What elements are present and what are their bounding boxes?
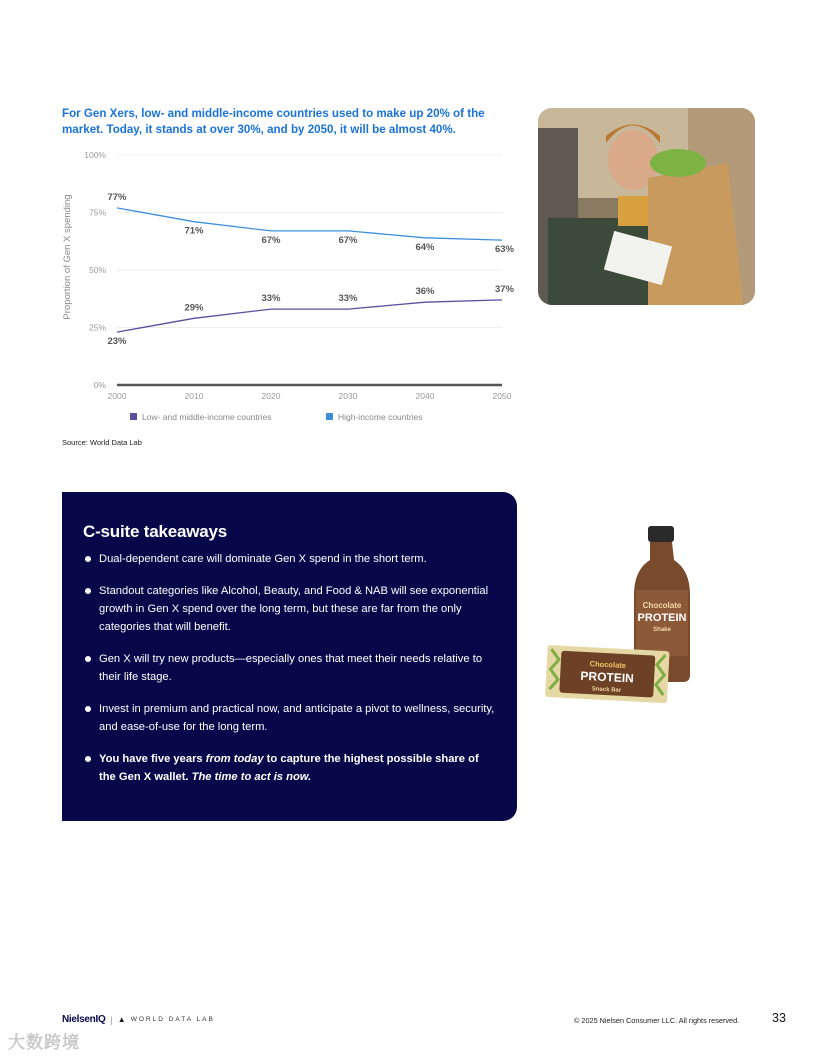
- x-tick-label: 2040: [415, 391, 435, 401]
- legend-swatch: [130, 413, 137, 420]
- data-label: 23%: [107, 336, 127, 348]
- takeaway-item: Invest in premium and practical now, and anticipate a pivot to wellness, security, and ease-of-use for the long term.: [83, 700, 498, 736]
- x-tick-label: 2010: [184, 391, 204, 401]
- chart-legend: [130, 412, 423, 422]
- chart-gridlines: [117, 155, 502, 385]
- x-tick-label: 2020: [261, 391, 281, 401]
- data-label: 67%: [261, 234, 281, 246]
- x-tick-label: 2000: [107, 391, 127, 401]
- x-tick-label: 2030: [338, 391, 358, 401]
- legend-label: High-income countries: [338, 412, 423, 422]
- y-tick-label: 25%: [88, 322, 106, 333]
- y-axis-ticks: [84, 150, 106, 390]
- svg-text:PROTEIN: PROTEIN: [580, 668, 635, 686]
- protein-products-image: [540, 520, 720, 720]
- svg-text:Chocolate: Chocolate: [642, 601, 682, 610]
- x-tick-label: 2050: [492, 391, 512, 401]
- y-tick-label: 50%: [88, 265, 106, 275]
- y-tick-label: 75%: [88, 207, 106, 218]
- y-tick-label: 100%: [84, 150, 106, 160]
- data-label: 77%: [107, 191, 127, 203]
- data-label: 63%: [494, 244, 514, 256]
- data-label: 64%: [415, 241, 435, 253]
- legend-swatch: [326, 413, 333, 420]
- logo-divider: |: [110, 1014, 113, 1025]
- shopper-photo: [538, 108, 755, 305]
- takeaways-list: [83, 550, 498, 800]
- y-tick-label: 0%: [93, 380, 106, 390]
- world-data-lab-logo: WORLD DATA LAB: [130, 1016, 215, 1023]
- data-label: 33%: [338, 293, 358, 305]
- line-chart: [56, 145, 526, 435]
- bottle-cap: [648, 526, 674, 542]
- data-label: 67%: [338, 234, 358, 246]
- svg-text:Snack Bar: Snack Bar: [591, 686, 622, 694]
- nielseniq-logo: NielsenIQ: [62, 1014, 106, 1025]
- takeaway-item: Standout categories like Alcohol, Beauty, and Food & NAB will see exponential growth in Gen X spend over the long term, but these are far from the only categories that will benefit.: [83, 582, 498, 636]
- data-label: 37%: [494, 283, 514, 295]
- takeaway-item: Dual-dependent care will dominate Gen X spend in the short term.: [83, 550, 498, 568]
- svg-text:Shake: Shake: [653, 627, 671, 633]
- footer-logos: [62, 1014, 215, 1025]
- data-label: 29%: [184, 302, 204, 314]
- watermark-text: 大数跨境: [8, 1033, 80, 1052]
- copyright: © 2025 Nielsen Consumer LLC. All rights reserved.: [574, 1016, 740, 1025]
- data-label: 33%: [261, 293, 281, 305]
- chart-headline: For Gen Xers, low- and middle-income countries used to make up 20% of the market. Today, it stands at over 30%, and by 2050, it will be almost 40%.: [62, 107, 485, 136]
- x-axis-ticks: [108, 391, 512, 401]
- y-axis-label: Proportion of Gen X spending: [62, 194, 73, 320]
- svg-text:Chocolate: Chocolate: [589, 659, 627, 671]
- takeaway-item: Gen X will try new products—especially ones that meet their needs relative to their life stage.: [83, 650, 498, 686]
- svg-text:PROTEIN: PROTEIN: [637, 612, 687, 624]
- data-label: 36%: [415, 286, 435, 298]
- takeaway-item-final: You have five years from today to capture the highest possible share of the Gen X wallet. The time to act is now.: [83, 750, 498, 786]
- takeaways-title: C-suite takeaways: [83, 522, 228, 541]
- takeaways-card: [62, 492, 517, 821]
- source-note: Source: World Data Lab: [62, 438, 142, 447]
- legend-label: Low- and middle-income countries: [142, 412, 272, 422]
- world-data-lab-icon: ▲: [117, 1015, 126, 1024]
- page-number: 33: [772, 1011, 786, 1025]
- data-label: 71%: [184, 225, 204, 237]
